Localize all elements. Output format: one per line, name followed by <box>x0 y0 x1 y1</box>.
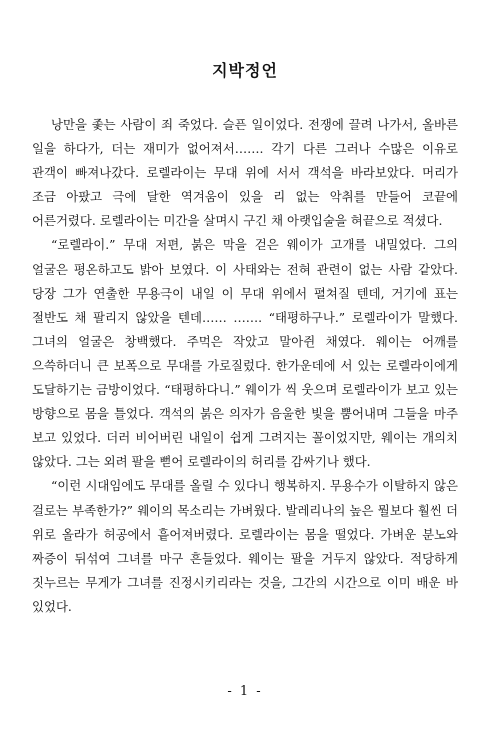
paragraph: 낭만을 좇는 사람이 죄 죽었다. 슬픈 일이었다. 전쟁에 끌려 나가서, 올바른 일을 하다가, 더는 재미가 없어져서……. 각기 다른 그러나 수많은 이유로 관객이 빠져나갔다. 로렐라이는 무대 위에 서서 객석을 바라보았다. 머리가 조금 아팠고 극에 달한 역겨움이 있을 리 없는 악취를 만들어 코끝에 어른거렸다. 로렐라이는 미간을 살며시 구긴 채 아랫입술을 혀끝으로 적셨다. <box>32 117 458 229</box>
body-text <box>32 113 458 619</box>
page-number: - 1 - <box>227 684 263 699</box>
paragraph: “이런 시대임에도 무대를 올릴 수 있다니 행복하지. 무용수가 이탈하지 않은 걸로는 부족한가?” 웨이의 목소리는 가벼웠다. 발레리나의 높은 뭘보다 훨씬 더 위로 올라가 허공에서 흩어져버렸다. 로렐라이는 몸을 떨었다. 가벼운 분노와 짜증이 뒤섞여 그녀를 마구 흔들었다. 웨이는 팔을 거두지 않았다. 적당하게 짓누르는 무게가 그녀를 진정시키리라는 것을, 그간의 시간으로 이미 배운 바 있었다. <box>32 478 458 614</box>
paragraph: “로렐라이.” 무대 저편, 붉은 막을 걷은 웨이가 고개를 내밀었다. 그의 얼굴은 평온하고도 밝아 보였다. 이 사태와는 전혀 관련이 없는 사람 같았다. 당장 그가 연출한 무용극이 내일 이 무대 위에서 펼쳐질 텐데, 거기에 표는 절반도 채 팔리지 않았을 텐데…… ……. “태평하구나.” 로렐라이가 말했다. 그녀의 얼굴은 창백했다. 주먹은 작았고 말아쥔 채였다. 웨이는 어깨를 으쓱하더니 큰 보폭으로 무대를 가로질렀다. 한가운데에 서 있는 로렐라이에게 도달하기는 금방이었다. “태평하다니.” 웨이가 씩 웃으며 로렐라이가 보고 있는 방향으로 몸을 틀었다. 객석의 붉은 의자가 음울한 빛을 뿜어내며 그들을 마주 보고 있었다. 더러 비어버린 내일이 쉽게 그려지는 꼴이었지만, 웨이는 개의치 않았다. 그는 외려 팔을 뻗어 로렐라이의 허리를 감싸기나 했다. <box>32 237 458 470</box>
page-title: 지박정언 <box>212 61 278 80</box>
